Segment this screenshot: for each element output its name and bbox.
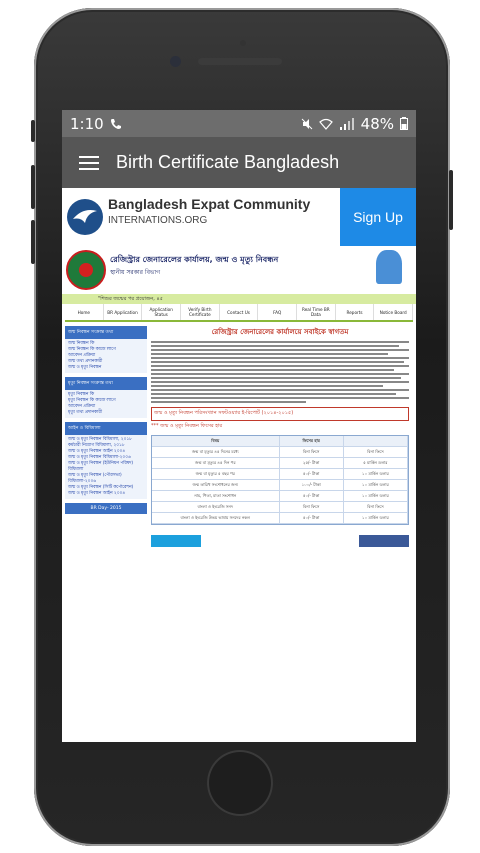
sidebar-link[interactable]: জন্ম ও মৃত্যু নিবন্ধন বিধিমালা, ২০১৮ <box>68 437 132 442</box>
sidebar-section-death: মৃত্যু নিবন্ধন সংক্রান্ত তথ্য <box>65 377 147 390</box>
nav-home[interactable]: Home <box>65 304 104 320</box>
nav-faq[interactable]: FAQ <box>258 304 297 320</box>
hands-logo-icon <box>376 250 402 284</box>
table-row <box>152 447 408 458</box>
sidebar-link[interactable]: জন্ম ও মৃত্যু নিবন্ধন <box>68 365 102 370</box>
hamburger-menu-icon[interactable] <box>62 152 116 174</box>
facebook-icon[interactable] <box>359 535 409 547</box>
phone-screen <box>62 110 416 742</box>
app-bar <box>62 137 416 188</box>
sidebar-link[interactable]: মৃত্যু নিবন্ধন কি <box>68 392 94 397</box>
table-cell: ৫০/- টাকা <box>280 491 344 501</box>
nav-contact-us[interactable]: Contact Us <box>220 304 259 320</box>
table-row <box>152 458 408 469</box>
table-cell: বাংলা ও ইংরেজি উভয় ভাষায় সনদের নকল <box>152 513 280 523</box>
site-title: রেজিস্ট্রার জেনারেলের কার্যালয়, জন্ম ও মৃত্যু নিবন্ধন <box>110 255 279 264</box>
volume-down-button <box>31 220 35 264</box>
table-cell: ৫০/- টাকা <box>280 469 344 479</box>
table-cell: বাংলা ও ইংরেজি সনদ <box>152 502 280 512</box>
nav-verify-birth-certificate[interactable]: Verify Birth Certificate <box>181 304 220 320</box>
welcome-title: রেজিস্ট্রার জেনারেলের কার্যালয়ে সবাইকে স্বাগতম <box>211 328 349 336</box>
battery-icon <box>400 117 408 130</box>
wifi-icon <box>319 118 333 130</box>
bird-logo-icon <box>62 188 108 246</box>
sidebar-link[interactable]: জন্ম তথ্য প্রদানকারী <box>68 359 103 364</box>
ad-banner[interactable] <box>62 188 416 247</box>
site-main <box>147 322 413 547</box>
nav-br-application[interactable]: BR Application <box>104 304 143 320</box>
sidebar-section-law: আইন ও বিধিমালা <box>65 422 147 435</box>
sidebar-link[interactable]: জন্ম ও মৃত্যু নিবন্ধন (ইউনিয়ন পরিষদ) বিধিমালা <box>68 461 134 472</box>
e-report-link[interactable]: জন্ম ও মৃত্যু নিবন্ধন পরিসংখ্যান সফটওয়্যার ই-রিপোর্ট (২০১৪-২০১৫) <box>151 407 409 421</box>
silent-switch <box>31 120 35 142</box>
home-button[interactable] <box>207 750 273 816</box>
table-cell: জন্ম বা মৃত্যুর ৫ বছর পর <box>152 469 280 479</box>
table-cell: জন্ম বা মৃত্যুর ৪৫ দিনের মধ্যে <box>152 447 280 457</box>
table-row <box>152 502 408 513</box>
table-cell: ১০ মার্কিন ডলার <box>344 513 408 523</box>
volume-up-button <box>31 165 35 209</box>
table-cell: বিনা ফিসে <box>280 502 344 512</box>
sidebar-section-birth: জন্ম নিবন্ধন সংক্রান্ত তথ্য <box>65 326 147 339</box>
site-header <box>62 246 416 294</box>
phone-call-icon <box>110 118 122 130</box>
sidebar-link[interactable]: জন্ম ও মৃত্যু নিবন্ধন (সিটি কর্পোরেশন) <box>68 485 134 490</box>
unicef-logo[interactable] <box>151 535 201 547</box>
sidebar-link[interactable]: মৃত্যু নিবন্ধন কি কাজে লাগে <box>68 398 116 403</box>
sidebar-link[interactable]: জন্ম ও মৃত্যু নিবন্ধন আইন ২০০৪ <box>68 491 126 496</box>
table-cell: নাম, পিতা, মাতা সংশোধন <box>152 491 280 501</box>
sidebar-link[interactable]: জন্ম নিবন্ধন কি কাজে লাগে <box>68 347 116 352</box>
earpiece-speaker <box>198 58 282 65</box>
br-day-heading: BR Day- 2015 <box>65 503 147 514</box>
table-row <box>152 513 408 524</box>
fee-table <box>151 435 409 525</box>
ad-subtitle: INTERNATIONS.ORG <box>108 215 208 226</box>
battery-percent: 48% <box>360 114 394 133</box>
sidebar-link[interactable]: মৃত্যু তথ্য প্রদানকারী <box>68 410 102 415</box>
table-cell: ২৫/- টাকা <box>280 458 344 468</box>
mute-icon <box>301 118 313 130</box>
website-view <box>62 246 416 742</box>
nav-application-status[interactable]: Application Status <box>142 304 181 320</box>
table-row <box>152 469 408 480</box>
table-cell: জন্ম বা মৃত্যুর ৪৫ দিন পর <box>152 458 280 468</box>
nav-notice-board[interactable]: Notice Board <box>374 304 413 320</box>
table-header: ফিসের হার <box>280 436 344 446</box>
table-row <box>152 480 408 491</box>
table-cell: ৫ মার্কিন ডলার <box>344 458 408 468</box>
table-cell: বিনা ফিসে <box>344 502 408 512</box>
sign-up-button[interactable]: Sign Up <box>340 188 416 246</box>
ad-title: Bangladesh Expat Community <box>108 196 311 212</box>
site-subtitle: স্থানীয় সরকার বিভাগ <box>110 269 161 276</box>
table-row <box>152 491 408 502</box>
table-cell: ১০ মার্কিন ডলার <box>344 480 408 490</box>
table-cell: বিনা ফিসে <box>344 447 408 457</box>
app-title: Birth Certificate Bangladesh <box>116 152 340 172</box>
sidebar-link[interactable]: জন্ম ও মৃত্যু নিবন্ধন বিধিমালা-২০০৬ <box>68 455 131 460</box>
government-emblem-icon <box>66 250 106 290</box>
site-sidebar <box>65 322 147 547</box>
status-bar <box>62 110 416 137</box>
table-cell: বিনা ফিসে <box>280 447 344 457</box>
sidebar-link[interactable]: আবেদন প্রক্রিয়া <box>68 404 96 409</box>
table-cell: ১০ মার্কিন ডলার <box>344 491 408 501</box>
sidebar-link[interactable]: জন্ম নিবন্ধন কি <box>68 341 95 346</box>
table-cell: ১০ মার্কিন ডলার <box>344 469 408 479</box>
nav-reports[interactable]: Reports <box>336 304 375 320</box>
sidebar-link[interactable]: কর্মচারী নিয়োগ বিধিমালা, ২০১৮ <box>68 443 125 448</box>
proximity-sensor <box>240 40 246 46</box>
status-time: 1:10 <box>70 114 104 133</box>
front-camera-icon <box>170 56 181 67</box>
table-header: বিষয় <box>152 436 280 446</box>
intro-paragraph <box>151 341 409 403</box>
fee-table-title: *** জন্ম ও মৃত্যু নিবন্ধন ফিসের হার <box>151 423 223 429</box>
news-marquee: "শিশুর জন্মের পর প্রয়োজন, ৪৫ <box>62 294 416 304</box>
table-cell: ৫০/- টাকা <box>280 513 344 523</box>
signal-icon <box>339 118 355 130</box>
table-cell: ১০০/- টাকা <box>280 480 344 490</box>
sidebar-link[interactable]: আবেদন প্রক্রিয়া <box>68 353 96 358</box>
nav-real-time-br-data[interactable]: Real Time BR Data <box>297 304 336 320</box>
power-button <box>449 170 453 230</box>
table-cell: জন্ম তারিখ সংশোধনের জন্য <box>152 480 280 490</box>
sidebar-link[interactable]: জন্ম ও মৃত্যু নিবন্ধন (পৌরসভা) বিধিমালা-২০০৬ <box>68 473 122 484</box>
sidebar-link[interactable]: জন্ম ও মৃত্যু নিবন্ধন আইন ২০০৪ <box>68 449 126 454</box>
table-header-row <box>152 436 408 447</box>
site-nav <box>65 304 413 322</box>
table-header <box>344 436 408 446</box>
